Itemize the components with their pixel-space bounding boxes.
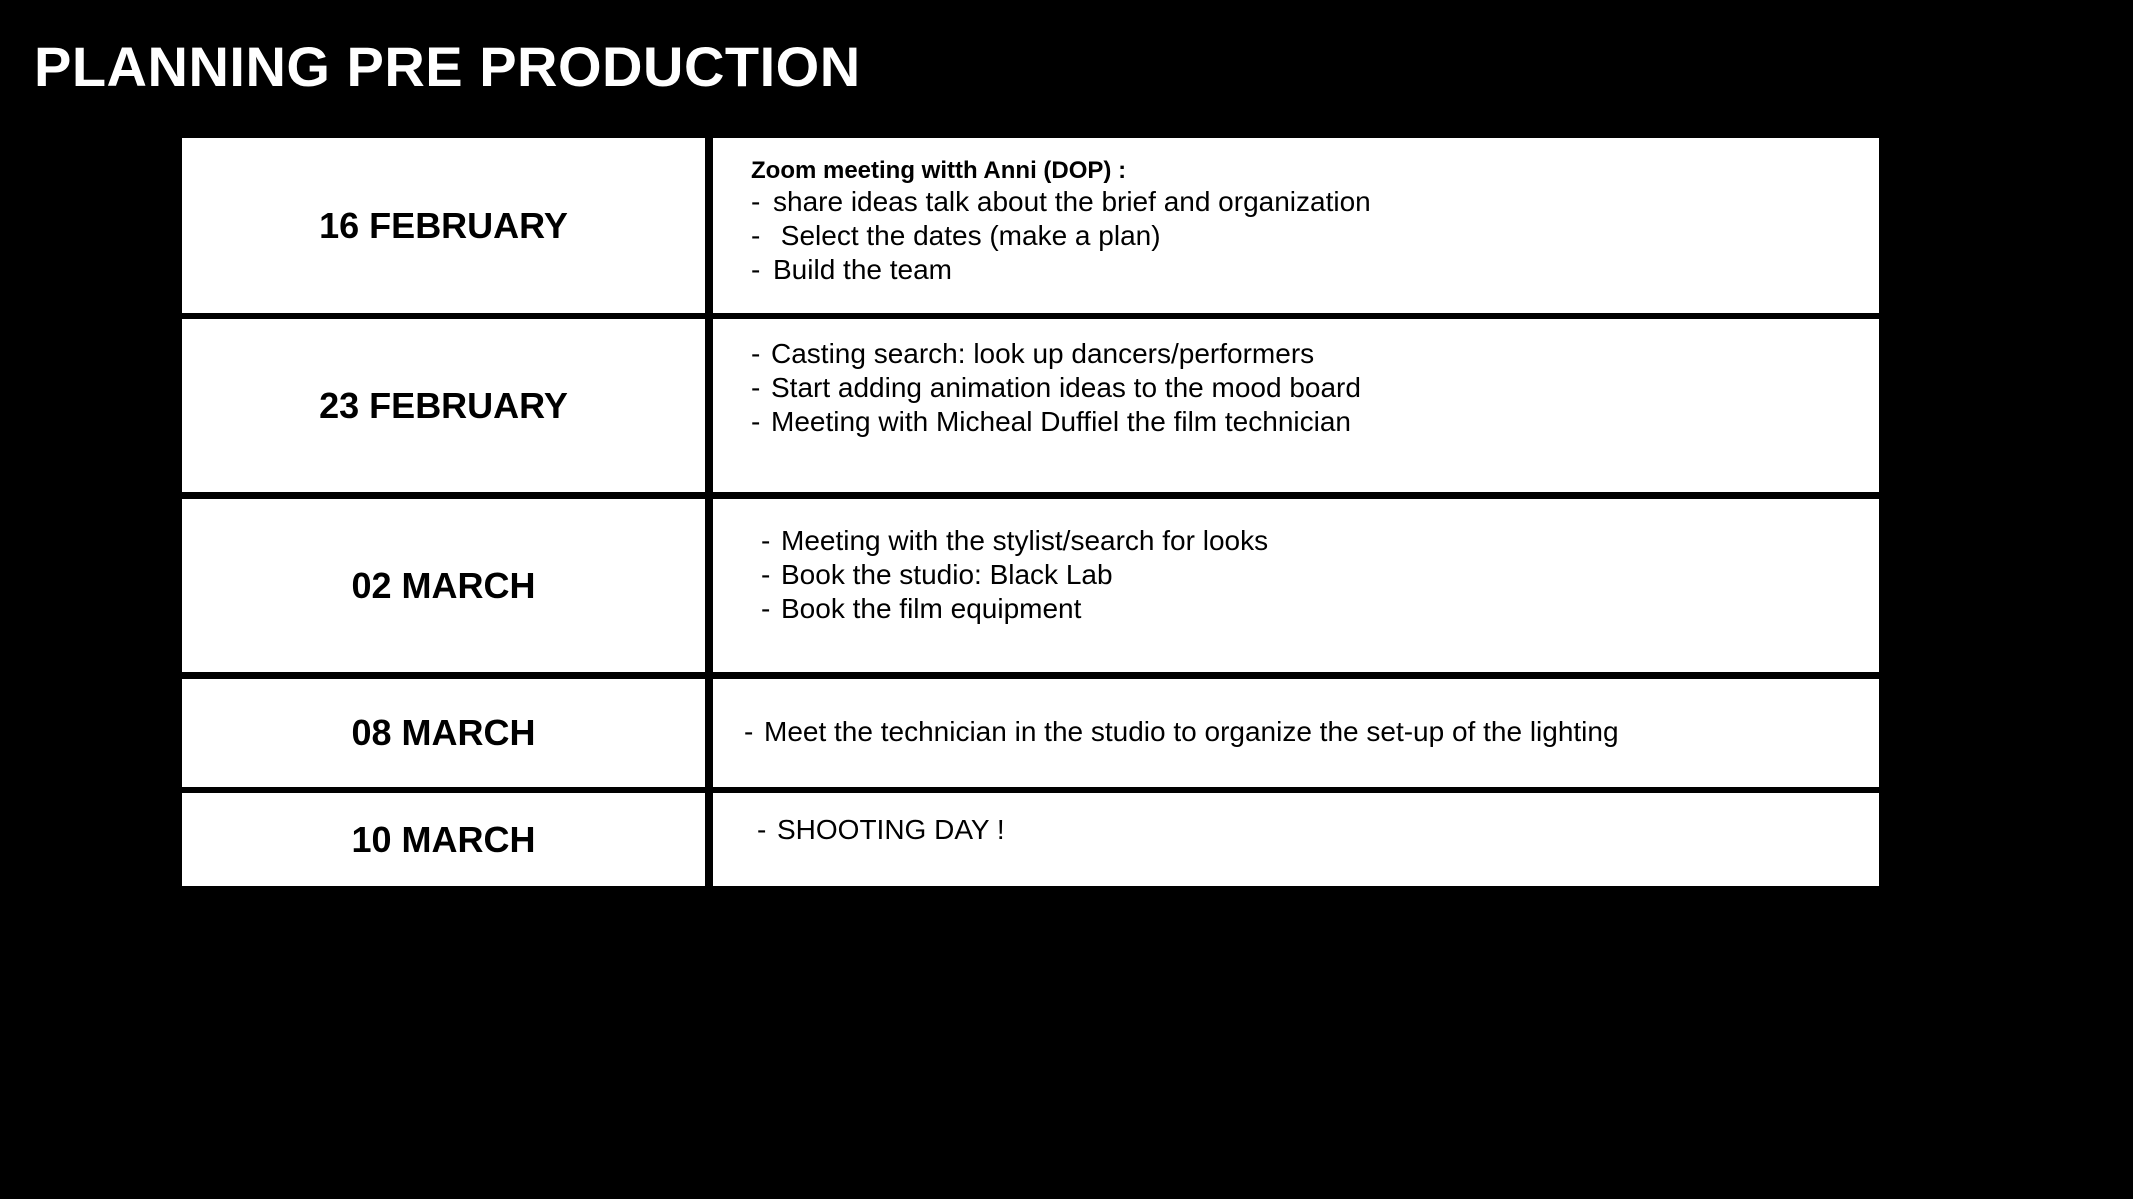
bullet: -: [751, 372, 761, 403]
task-text: SHOOTING DAY !: [777, 814, 1005, 845]
bullet: -: [751, 220, 761, 251]
task-text: Casting search: look up dancers/performers: [771, 338, 1315, 369]
task-cell: [713, 138, 1879, 313]
task-item: [751, 219, 1879, 253]
task-text: Select the dates (make a plan): [773, 220, 1161, 251]
date-cell: 08 MARCH: [182, 679, 705, 787]
task-text: Book the film equipment: [781, 593, 1082, 624]
date-cell: 16 FEBRUARY: [182, 138, 705, 313]
task-text: Start adding animation ideas to the mood board: [771, 372, 1361, 403]
date-cell: 02 MARCH: [182, 499, 705, 672]
task-item: [761, 558, 1879, 592]
bullet: -: [751, 186, 761, 217]
task-item: [751, 405, 1879, 439]
page-title: PLANNING PRE PRODUCTION: [34, 35, 861, 98]
task-item: [744, 715, 1879, 749]
table-row: [182, 793, 1879, 886]
task-cell: [713, 319, 1879, 492]
bullet: -: [761, 593, 771, 624]
bullet: -: [751, 338, 761, 369]
date-cell: 23 FEBRUARY: [182, 319, 705, 492]
table-row: [182, 499, 1879, 672]
task-text: Book the studio: Black Lab: [781, 559, 1113, 590]
table-row: [182, 679, 1879, 787]
bullet: -: [744, 716, 754, 747]
table-row: [182, 138, 1879, 313]
task-lead: Zoom meeting witth Anni (DOP) :: [751, 157, 1127, 184]
bullet: -: [751, 406, 761, 437]
task-text: share ideas talk about the brief and organization: [773, 186, 1371, 217]
task-item: [761, 524, 1879, 558]
task-item: [751, 371, 1879, 405]
table-row: [182, 319, 1879, 492]
task-item: [757, 813, 1879, 847]
task-item: [761, 592, 1879, 626]
task-text: Build the team: [773, 254, 952, 285]
bullet: -: [757, 814, 767, 845]
task-item: [751, 253, 1879, 287]
bullet: -: [751, 254, 761, 285]
task-item: [751, 185, 1879, 219]
task-item: [751, 337, 1879, 371]
task-cell: [713, 793, 1879, 886]
task-text: Meet the technician in the studio to organize the set-up of the lighting: [764, 716, 1619, 747]
task-text: Meeting with Micheal Duffiel the film technician: [771, 406, 1351, 437]
bullet: -: [761, 525, 771, 556]
bullet: -: [761, 559, 771, 590]
date-cell: 10 MARCH: [182, 793, 705, 886]
task-text: Meeting with the stylist/search for looks: [781, 525, 1269, 556]
task-cell: [713, 679, 1879, 787]
task-cell: [713, 499, 1879, 672]
